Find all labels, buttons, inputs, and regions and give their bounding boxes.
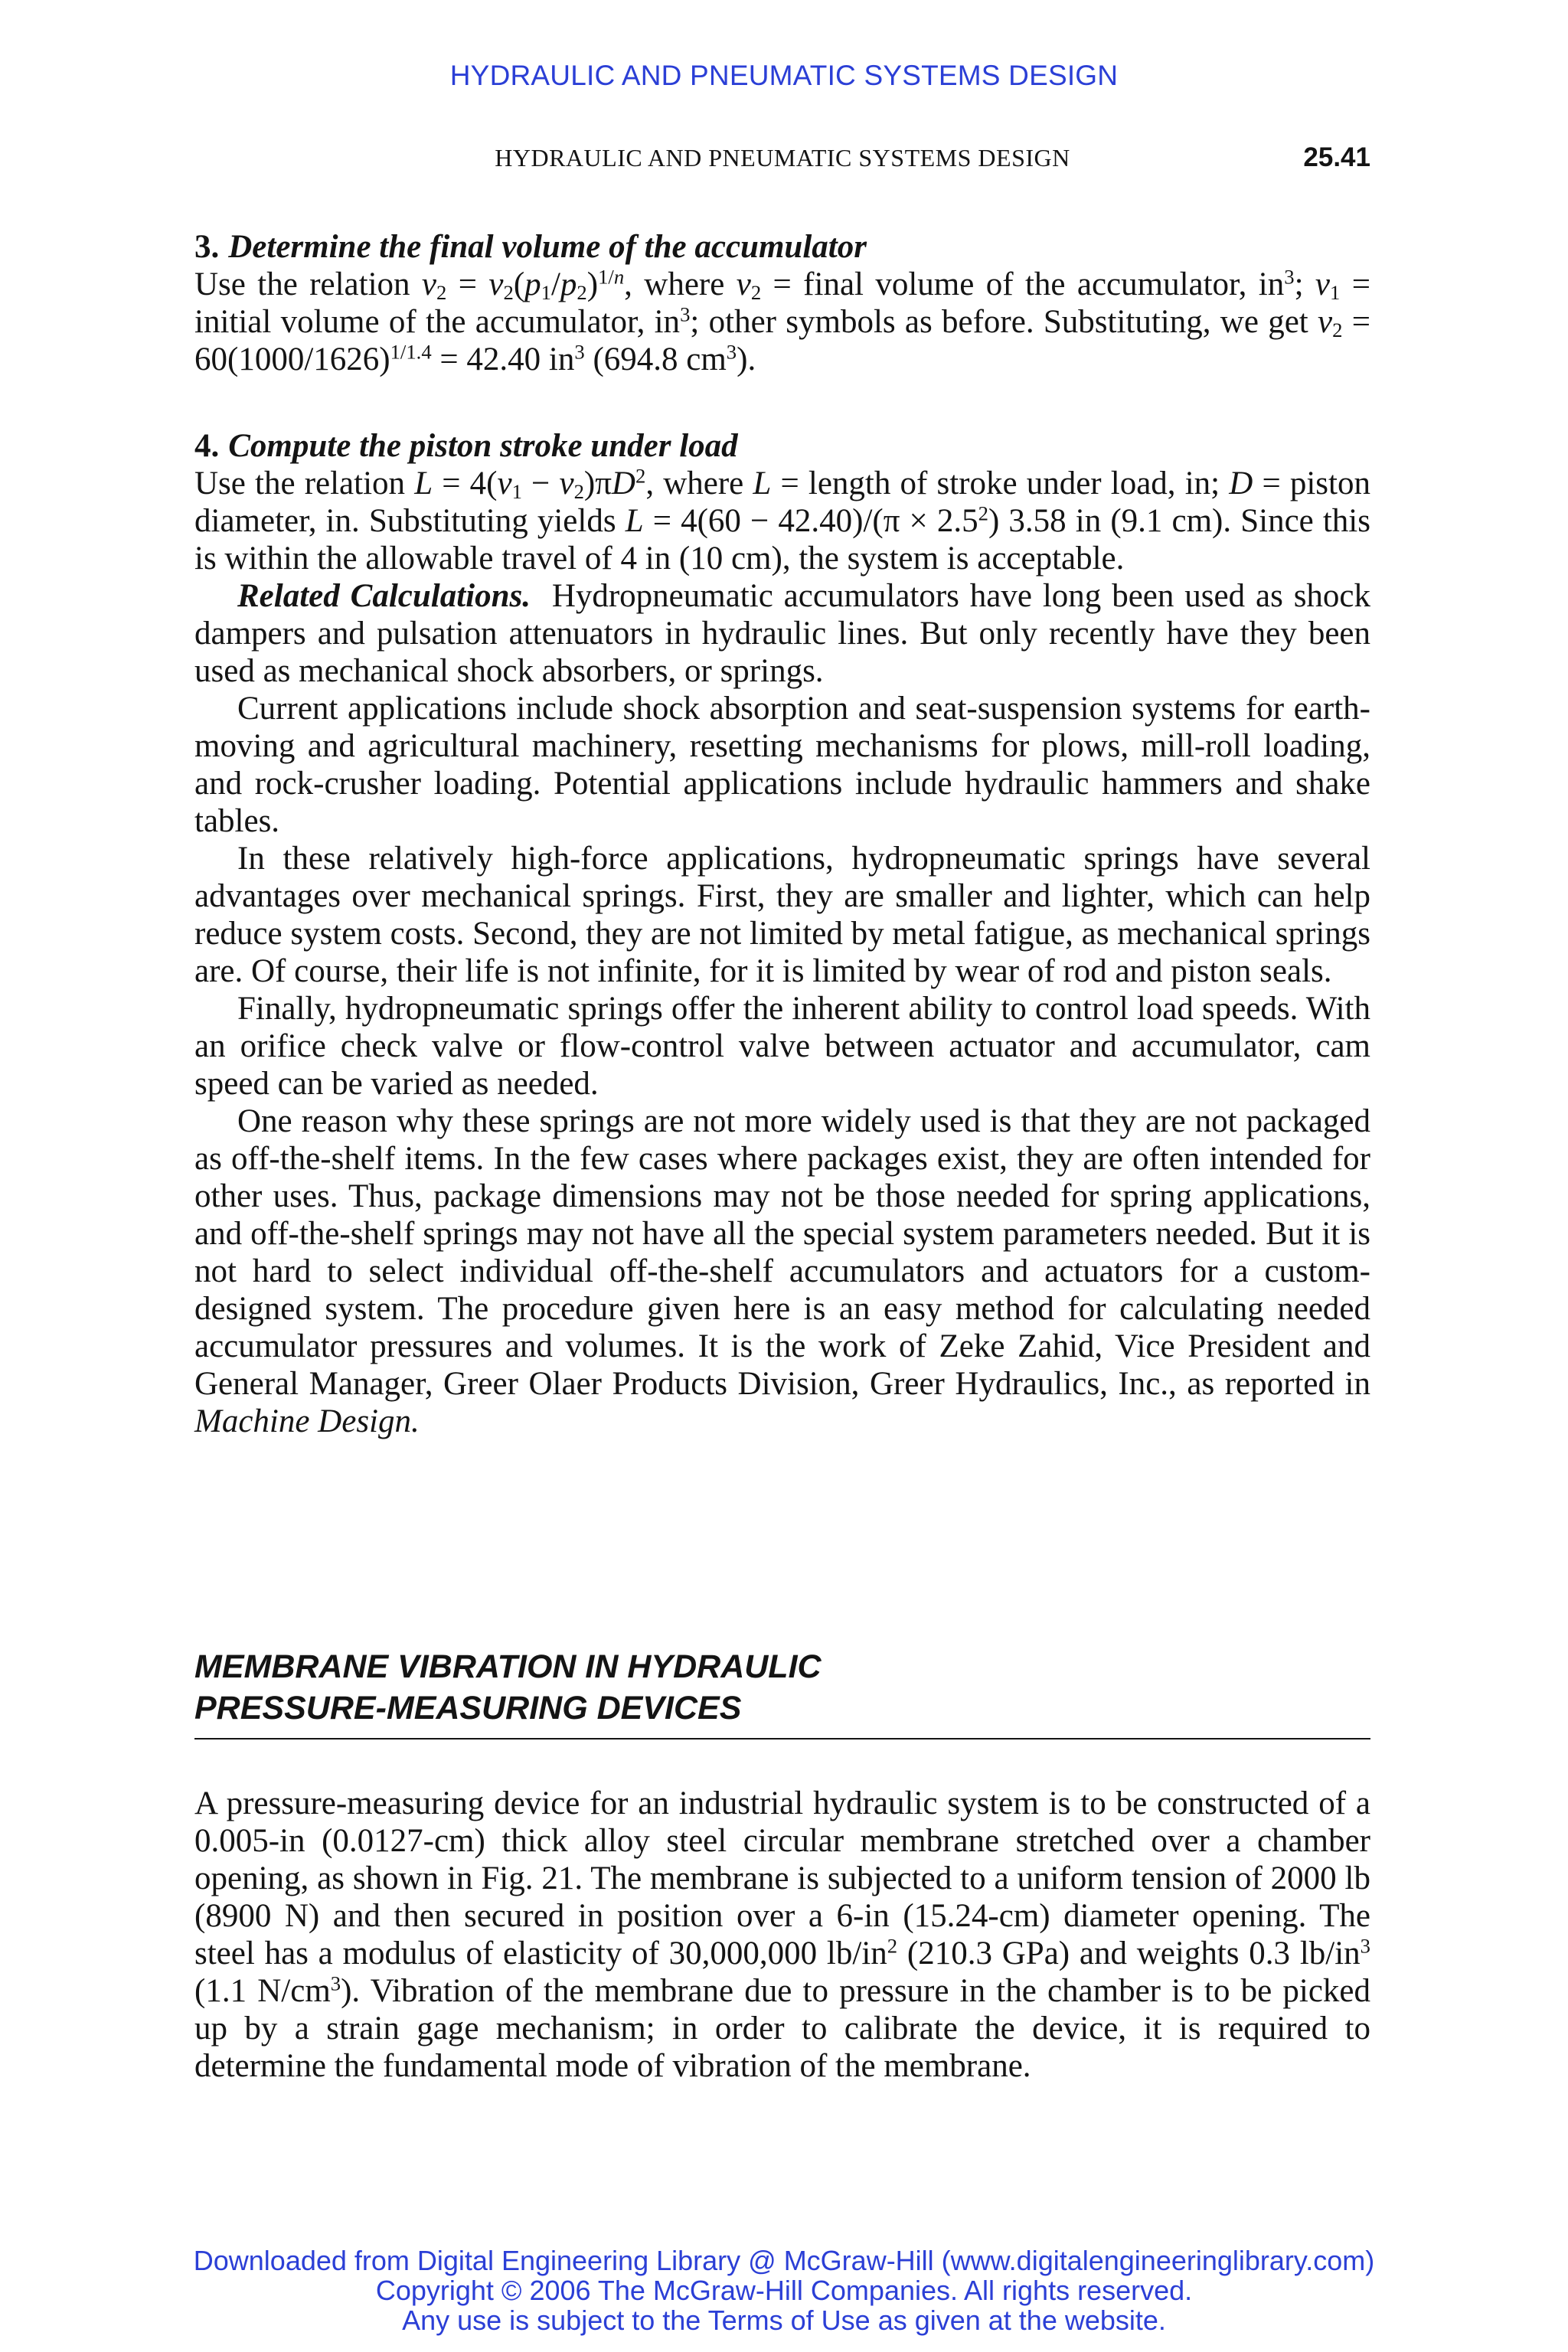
paragraph: One reason why these springs are not more widely used is that they are not packaged as off-the-shelf items. In the few cases where packages exist, they are often intended for other uses. Thus, package dimensions may not be those needed for spring applications, and off-the-shelf springs may not have all the special system parameters needed. But it is not hard to select individual off-the-shelf accumulators and actuators for a custom-designed system. The procedure given here is an easy method for calculating needed accumulator pressures and volumes. It is the work of Zeke Zahid, Vice President and General Manager, Greer Olaer Products Division, Greer Hydraulics, Inc., as reported in Machine Design. — [194, 1103, 1370, 1439]
step-4-body: Use the relation $L = 4(v_1 - v_2)\pi D^2$, where L = length of stroke under load, in; D = piston diameter, in. Substituting yields $L = 4(60 - 42.40)/(\pi \times 2.5^2)$ 3.58 in (9.1 cm). Since this is within the allowable travel of 4 in (10 cm), the system is acceptable. — [194, 464, 1370, 577]
body-text — [194, 228, 1370, 1440]
source-title: Machine Design. — [194, 1403, 420, 1439]
step-3-body: Use the relation $v_2 = v_2(p_1/p_2)^{1/n}$, where $v_2$ = final volume of the accumulator, $in^3$; $v_1$ = initial volume of the accumulator, $in^3$; other symbols as before. Substituting, we get $v_2 = 60(1000/1626)^{1/1.4} = 42.40$ $in^3$ (694.8 $cm^3$). — [194, 265, 1370, 377]
section-heading-line-2: PRESSURE-MEASURING DEVICES — [194, 1690, 742, 1726]
footer-terms: Any use is subject to the Terms of Use as given at the website. — [402, 2305, 1166, 2336]
footer — [0, 2246, 1568, 2335]
paragraph: Finally, hydropneumatic springs offer the inherent ability to control load speeds. With an orifice check valve or flow-control valve between actuator and accumulator, cam speed can be varied as needed. — [194, 991, 1370, 1102]
running-head-title: HYDRAULIC AND PNEUMATIC SYSTEMS DESIGN — [495, 144, 1070, 172]
paragraph: Current applications include shock absorption and seat-suspension systems for earth-moving and agricultural machinery, resetting mechanisms for plows, mill-roll loading, and rock-crusher loading. Potential applications include hydraulic hammers and shake tables. — [194, 691, 1370, 839]
section-heading-line-1: MEMBRANE VIBRATION IN HYDRAULIC — [194, 1648, 822, 1685]
footer-download-link[interactable]: Downloaded from Digital Engineering Library @ McGraw-Hill (www.digitalengineeringlibrary.com) — [193, 2245, 1375, 2276]
section-paragraph: A pressure-measuring device for an industrial hydraulic system is to be constructed of a 0.005-in (0.0127-cm) thick alloy steel circular membrane stretched over a chamber opening, as shown in Fig. 21. The membrane is subjected to a uniform tension of 2000 lb (8900 N) and then secured in position over a 6-in (15.24-cm) diameter opening. The steel has a modulus of elasticity of 30,000,000 $lb/in^2$ (210.3 GPa) and weights 0.3 $lb/in^3$ (1.1 $N/cm^3$). Vibration of the membrane due to pressure in the chamber is to be picked up by a strain gage mechanism; in order to calibrate the device, it is required to determine the fundamental mode of vibration of the membrane. — [194, 1785, 1370, 2084]
step-4 — [194, 427, 1370, 577]
step-3-heading: 3. Determine the final volume of the accumulator — [194, 229, 867, 265]
page-number: 25.41 — [1303, 142, 1370, 172]
step-4-heading: 4. Compute the piston stroke under load — [194, 428, 738, 464]
related-calculations-paragraph: Related Calculations. Hydropneumatic accumulators have long been used as shock dampers and pulsation attenuators in hydraulic lines. But only recently have they been used as mechanical shock absorbers, or springs. — [194, 578, 1371, 689]
related-calculations-label: Related Calculations. — [237, 578, 531, 614]
section-body — [194, 1785, 1370, 2085]
section-heading — [194, 1646, 1370, 1740]
running-head — [194, 142, 1370, 176]
footer-copyright: Copyright © 2006 The McGraw-Hill Companies. All rights reserved. — [375, 2275, 1193, 2306]
step-3 — [194, 228, 1370, 378]
paragraph: In these relatively high-force applications, hydropneumatic springs have several advantages over mechanical springs. First, they are smaller and lighter, which can help reduce system costs. Second, they are not limited by metal fatigue, as mechanical springs are. Of course, their life is not infinite, for it is limited by wear of rod and piston seals. — [194, 841, 1370, 989]
top-banner: HYDRAULIC AND PNEUMATIC SYSTEMS DESIGN — [449, 60, 1119, 91]
